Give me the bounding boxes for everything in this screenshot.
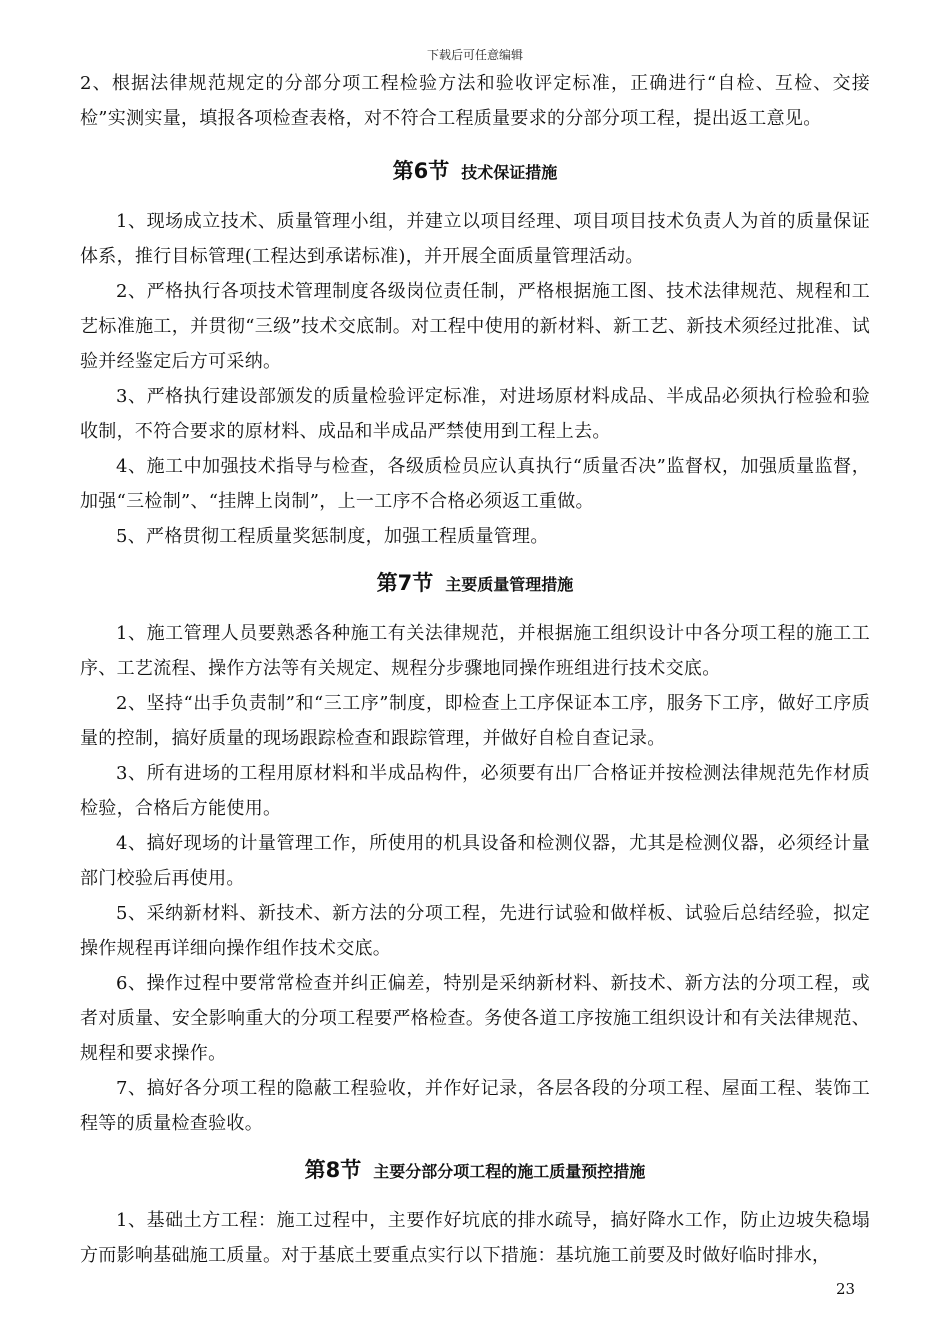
page-number: 23 bbox=[836, 1280, 856, 1298]
section-title: 技术保证措施 bbox=[461, 163, 558, 182]
section-heading-8 bbox=[80, 1141, 870, 1197]
section-title: 主要质量管理措施 bbox=[445, 575, 574, 594]
paragraph: 7、搞好各分项工程的隐蔽工程验收，并作好记录，各层各段的分项工程、屋面工程、装饰工程等的质量检查验收。 bbox=[80, 1078, 870, 1134]
paragraph: 4、搞好现场的计量管理工作，所使用的机具设备和检测仪器，尤其是检测仪器，必须经计量部门校验后再使用。 bbox=[80, 833, 870, 889]
paragraph: 2、坚持“出手负责制”和“三工序”制度，即检查上工序保证本工序，服务下工序，做好工序质量的控制，搞好质量的现场跟踪检查和跟踪管理，并做好自检自查记录。 bbox=[80, 693, 870, 749]
paragraph: 3、严格执行建设部颁发的质量检验评定标准，对进场原材料成品、半成品必须执行检验和验收制，不符合要求的原材料、成品和半成品严禁使用到工程上去。 bbox=[80, 386, 870, 442]
document-body bbox=[80, 66, 870, 1273]
section-number: 第8节 bbox=[304, 1158, 362, 1182]
section-heading-7 bbox=[80, 554, 870, 610]
paragraph: 6、操作过程中要常常检查并纠正偏差，特别是采纳新材料、新技术、新方法的分项工程，或者对质量、安全影响重大的分项工程要严格检查。务使各道工序按施工组织设计和有关法律规范、规程和要求操作。 bbox=[80, 973, 870, 1064]
section-number: 第7节 bbox=[376, 571, 434, 595]
paragraph: 3、所有进场的工程用原材料和半成品构件，必须要有出厂合格证并按检测法律规范先作材质检验，合格后方能使用。 bbox=[80, 763, 870, 819]
paragraph: 1、现场成立技术、质量管理小组，并建立以项目经理、项目项目技术负责人为首的质量保证体系，推行目标管理(工程达到承诺标准)，并开展全面质量管理活动。 bbox=[80, 211, 870, 267]
paragraph: 4、施工中加强技术指导与检查，各级质检员应认真执行“质量否决”监督权，加强质量监督，加强“三检制”、“挂牌上岗制”，上一工序不合格必须返工重做。 bbox=[80, 456, 870, 512]
page-header-note: 下载后可任意编辑 bbox=[426, 48, 523, 62]
section-number: 第6节 bbox=[392, 159, 450, 183]
section-heading-6 bbox=[80, 142, 870, 198]
paragraph: 5、采纳新材料、新技术、新方法的分项工程，先进行试验和做样板、试验后总结经验，拟定操作规程再详细向操作组作技术交底。 bbox=[80, 903, 870, 959]
paragraph: 1、基础土方工程：施工过程中，主要作好坑底的排水疏导，搞好降水工作，防止边坡失稳塌方而影响基础施工质量。对于基底土要重点实行以下措施：基坑施工前要及时做好临时排水， bbox=[80, 1210, 870, 1266]
section-title: 主要分部分项工程的施工质量预控措施 bbox=[373, 1162, 646, 1181]
paragraph: 1、施工管理人员要熟悉各种施工有关法律规范，并根据施工组织设计中各分项工程的施工工序、工艺流程、操作方法等有关规定、规程分步骤地同操作班组进行技术交底。 bbox=[80, 623, 870, 679]
intro-paragraph: 2、根据法律规范规定的分部分项工程检验方法和验收评定标准，正确进行“自检、互检、交接检”实测实量，填报各项检查表格，对不符合工程质量要求的分部分项工程，提出返工意见。 bbox=[80, 73, 870, 129]
paragraph: 2、严格执行各项技术管理制度各级岗位责任制，严格根据施工图、技术法律规范、规程和工艺标准施工，并贯彻“三级”技术交底制。对工程中使用的新材料、新工艺、新技术须经过批准、试验并经鉴定后方可采纳。 bbox=[80, 281, 870, 372]
paragraph: 5、严格贯彻工程质量奖惩制度，加强工程质量管理。 bbox=[116, 526, 549, 547]
